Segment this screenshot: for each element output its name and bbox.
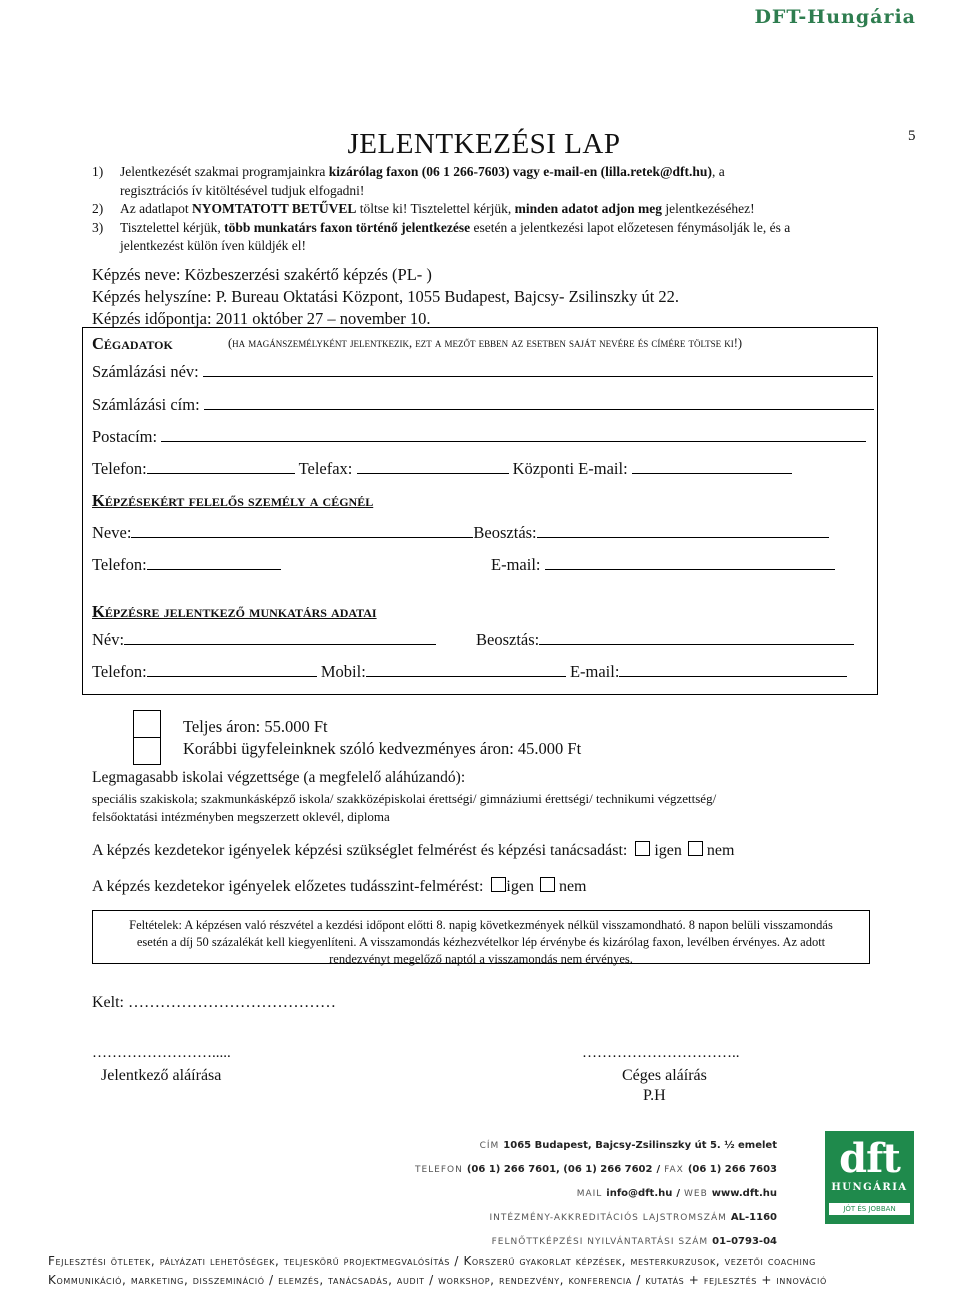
instr-2-mid: töltse ki! Tisztelettel kérjük, bbox=[356, 201, 515, 216]
education-options-2[interactable]: felsőoktatási intézményben megszerzett oklevél, diploma bbox=[92, 809, 390, 824]
billing-name-row bbox=[92, 362, 873, 382]
stamp-label: P.H bbox=[643, 1087, 666, 1104]
billing-addr-label: Számlázási cím: bbox=[92, 395, 200, 414]
part-mobile-label: Mobil: bbox=[320, 662, 366, 681]
logo-tagline: JÓT ÉS JOBBAN bbox=[829, 1203, 910, 1215]
part-position-field[interactable] bbox=[539, 630, 854, 645]
education-label: Legmagasabb iskolai végzettsége (a megfelelő aláhúzandó): bbox=[92, 769, 466, 786]
participant-row1 bbox=[92, 630, 436, 650]
terms-line-1: Feltételek: A képzésen való részvétel a kezdési időpont előtti 8. napig következmények nélkül visszamondható. 8 napon belüli visszamondás bbox=[129, 918, 833, 932]
web-value[interactable]: www.dft.hu bbox=[711, 1188, 777, 1199]
contact-row bbox=[92, 459, 792, 479]
registration-label: FELNŐTTKÉPZÉSI NYILVÁNTARTÁSI SZÁM bbox=[491, 1237, 709, 1247]
course-place: Képzés helyszíne: P. Bureau Oktatási Központ, 1055 Budapest, Bajcsy- Zsilinszky út 22. bbox=[92, 287, 680, 306]
registration-value: 01–0793-04 bbox=[712, 1236, 777, 1247]
central-email-label: Központi E-mail: bbox=[512, 459, 628, 478]
resp-name-field[interactable] bbox=[131, 523, 473, 538]
page-title: JELENTKEZÉSI LAP bbox=[347, 128, 621, 160]
participant-heading: Képzésre jelentkező munkatárs adatai bbox=[92, 602, 377, 621]
resp-email-field[interactable] bbox=[545, 555, 835, 570]
q2-no-checkbox[interactable] bbox=[540, 877, 555, 892]
terms-line-2: esetén a díj 50 százalékát kell kiegyenlíteni. A visszamondás kézhezvételkor lép érvénybe és kizárólag faxon, levélben érvényes. Az adott bbox=[136, 935, 826, 949]
responsible-row1 bbox=[92, 523, 829, 543]
applicant-signature-line[interactable]: ……………………..... bbox=[92, 1045, 231, 1061]
instr-2-tail: jelentkezéséhez! bbox=[662, 201, 755, 216]
logo-main: dft bbox=[839, 1135, 900, 1182]
question-2 bbox=[92, 877, 586, 896]
instr-2-bold2: minden adatot adjon meg bbox=[514, 201, 663, 216]
instr-1-line2: regisztrációs ív kitöltésével tudjuk elfogadni! bbox=[120, 182, 365, 198]
address-label: CÍM bbox=[479, 1141, 500, 1151]
participant-row2 bbox=[92, 662, 847, 682]
billing-name-field[interactable] bbox=[203, 362, 873, 377]
instr-2-number: 2) bbox=[92, 201, 104, 216]
q1-no-checkbox[interactable] bbox=[688, 841, 703, 856]
resp-position-label: Beosztás: bbox=[473, 523, 537, 542]
date-line[interactable]: Kelt: ………………………………… bbox=[92, 994, 336, 1011]
instr-3-number: 3) bbox=[92, 219, 104, 235]
logo-sub: HUNGÁRIA bbox=[831, 1182, 908, 1193]
resp-name-label: Neve: bbox=[92, 523, 132, 542]
form-box bbox=[82, 327, 878, 695]
instr-2-bold: NYOMTATOTT BETŰVEL bbox=[191, 201, 357, 216]
part-email-label: E-mail: bbox=[569, 662, 620, 681]
contact-block: CÍM 1065 Budapest, Bajcsy-Zsilinszky út 5. ½ emelet TELEFON (06 1) 266 7601, (06 1) 266 7602 / FAX (06 1) 266 7603 MAIL info@dft.hu / WEB www.dft.hu INTÉZMÉNY-AKKREDITÁCIÓS LAJSTROMSZÁM AL-1160 FELNŐTTKÉPZÉSI NYILVÁNTARTÁSI SZÁM 01–0793-04 bbox=[414, 1140, 777, 1247]
q2-yes-label: igen bbox=[506, 878, 534, 895]
company-note: (ha magánszemélyként jelentkezik, ezt a mezőt ebben az esetben saját nevére és címére töltse ki!) bbox=[228, 336, 743, 350]
q1-yes-label: igen bbox=[654, 842, 682, 859]
postal-row bbox=[92, 427, 866, 447]
price-discount-label: Korábbi ügyfeleinknek szóló kedvezményes áron: 45.000 Ft bbox=[183, 739, 582, 758]
billing-name-label: Számlázási név: bbox=[92, 362, 199, 381]
instructions bbox=[92, 163, 872, 256]
terms-line-3: rendezvényt megelőző naptól a visszamondás nem érvényes. bbox=[329, 952, 633, 966]
billing-addr-field[interactable] bbox=[204, 395, 874, 410]
education-options-1[interactable]: speciális szakiskola; szakmunkásképző iskola/ szakközépiskolai érettségi/ gimnáziumi érettségi/ technikumi végzettség/ bbox=[92, 791, 717, 806]
fax-label: Telefax: bbox=[298, 459, 353, 478]
instr-3-line2: jelentkezést külön íven küldjék el! bbox=[120, 238, 306, 253]
fax-field[interactable] bbox=[357, 459, 509, 474]
question-1 bbox=[92, 841, 734, 860]
course-date: Képzés időpontja: 2011 október 27 – november 10. bbox=[92, 309, 431, 328]
resp-position-field[interactable] bbox=[537, 523, 829, 538]
responsible-email-row bbox=[491, 555, 835, 575]
instr-3-bold: több munkatárs faxon történő jelentkezése bbox=[224, 219, 471, 235]
instr-1-number: 1) bbox=[92, 164, 104, 179]
mail-label: MAIL bbox=[576, 1189, 603, 1199]
terms-box bbox=[92, 910, 870, 964]
company-heading: Cégadatok bbox=[92, 334, 173, 353]
accreditation-label: INTÉZMÉNY-AKKREDITÁCIÓS LAJSTROMSZÁM bbox=[489, 1213, 727, 1223]
company-signature-line[interactable]: ………………………….. bbox=[582, 1045, 740, 1061]
instr-1-tail: , a bbox=[711, 164, 725, 179]
responsible-heading: Képzésekért felelős személy a cégnél bbox=[92, 491, 374, 510]
part-email-field[interactable] bbox=[619, 662, 847, 677]
fax-label-contact: FAX bbox=[664, 1165, 684, 1175]
fax-value: (06 1) 266 7603 bbox=[687, 1164, 777, 1175]
postal-label: Postacím: bbox=[92, 427, 158, 446]
course-name: Képzés neve: Közbeszerzési szakértő képzés (PL- ) bbox=[92, 265, 432, 284]
resp-phone-label: Telefon: bbox=[92, 555, 147, 574]
part-position-label: Beosztás: bbox=[476, 630, 540, 649]
company-signature-label: Céges aláírás bbox=[622, 1067, 707, 1084]
phone-label-contact: TELEFON bbox=[414, 1165, 463, 1175]
instr-3-text: Tisztelettel kérjük, bbox=[120, 219, 225, 235]
q1-yes-checkbox[interactable] bbox=[635, 841, 650, 856]
address-value: 1065 Budapest, Bajcsy-Zsilinszky út 5. ½ emelet bbox=[503, 1140, 777, 1151]
instr-2-text: Az adatlapot bbox=[120, 201, 192, 216]
q1-no-label: nem bbox=[706, 842, 735, 859]
price-full-checkbox[interactable] bbox=[133, 710, 161, 738]
part-mobile-field[interactable] bbox=[366, 662, 566, 677]
part-name-field[interactable] bbox=[124, 630, 436, 645]
instr-1-bold: kizárólag faxon (06 1 266-7603) vagy e-mail-en (lilla.retek@dft.hu) bbox=[328, 164, 712, 179]
phone-value: (06 1) 266 7601, (06 1) 266 7602 bbox=[466, 1164, 653, 1175]
responsible-row2 bbox=[92, 555, 281, 575]
question-2-text: A képzés kezdetekor igényelek előzetes tudásszint-felmérést: bbox=[92, 878, 484, 895]
billing-addr-row bbox=[92, 395, 874, 415]
web-label: WEB bbox=[684, 1189, 708, 1199]
resp-phone-field[interactable] bbox=[147, 555, 281, 570]
central-email-field[interactable] bbox=[632, 459, 792, 474]
accreditation-value: AL-1160 bbox=[730, 1212, 777, 1223]
brand-title: DFT-Hungária bbox=[754, 6, 916, 28]
q2-no-label: nem bbox=[558, 878, 587, 895]
price-discount-checkbox[interactable] bbox=[133, 737, 161, 765]
question-1-text: A képzés kezdetekor igényelek képzési szükséglet felmérést és képzési tanácsadást: bbox=[92, 842, 628, 859]
part-phone-label: Telefon: bbox=[92, 662, 147, 681]
phone-field[interactable] bbox=[147, 459, 295, 474]
page-number: 5 bbox=[908, 128, 916, 144]
q2-yes-checkbox[interactable] bbox=[491, 877, 506, 892]
part-phone-field[interactable] bbox=[147, 662, 317, 677]
part-name-label: Név: bbox=[92, 630, 125, 649]
applicant-signature-label: Jelentkező aláírása bbox=[101, 1067, 222, 1084]
footer-line-2: Kommunikáció, marketing, disszemináció / elemzés, tanácsadás, audit / workshop, rendezvény, konferencia / kutatás + fejlesztés + innováció bbox=[48, 1273, 827, 1287]
dft-logo bbox=[825, 1131, 914, 1224]
mail-value[interactable]: info@dft.hu bbox=[606, 1188, 673, 1199]
price-full-label: Teljes áron: 55.000 Ft bbox=[183, 717, 328, 736]
postal-field[interactable] bbox=[161, 427, 866, 442]
participant-position-row bbox=[476, 630, 854, 650]
instr-3-tail: esetén a jelentkezési lapot előzetesen fénymásolják le, és a bbox=[470, 219, 791, 235]
instr-1-text: Jelentkezését szakmai programjainkra bbox=[120, 164, 329, 179]
footer-line-1: Fejlesztési ötletek, pályázati lehetőségek, teljeskörű projektmegvalósítás / Korszerű gyakorlat képzések, mesterkurzusok, vezetői coaching bbox=[48, 1254, 816, 1268]
phone-label: Telefon: bbox=[92, 459, 147, 478]
resp-email-label: E-mail: bbox=[491, 555, 541, 574]
